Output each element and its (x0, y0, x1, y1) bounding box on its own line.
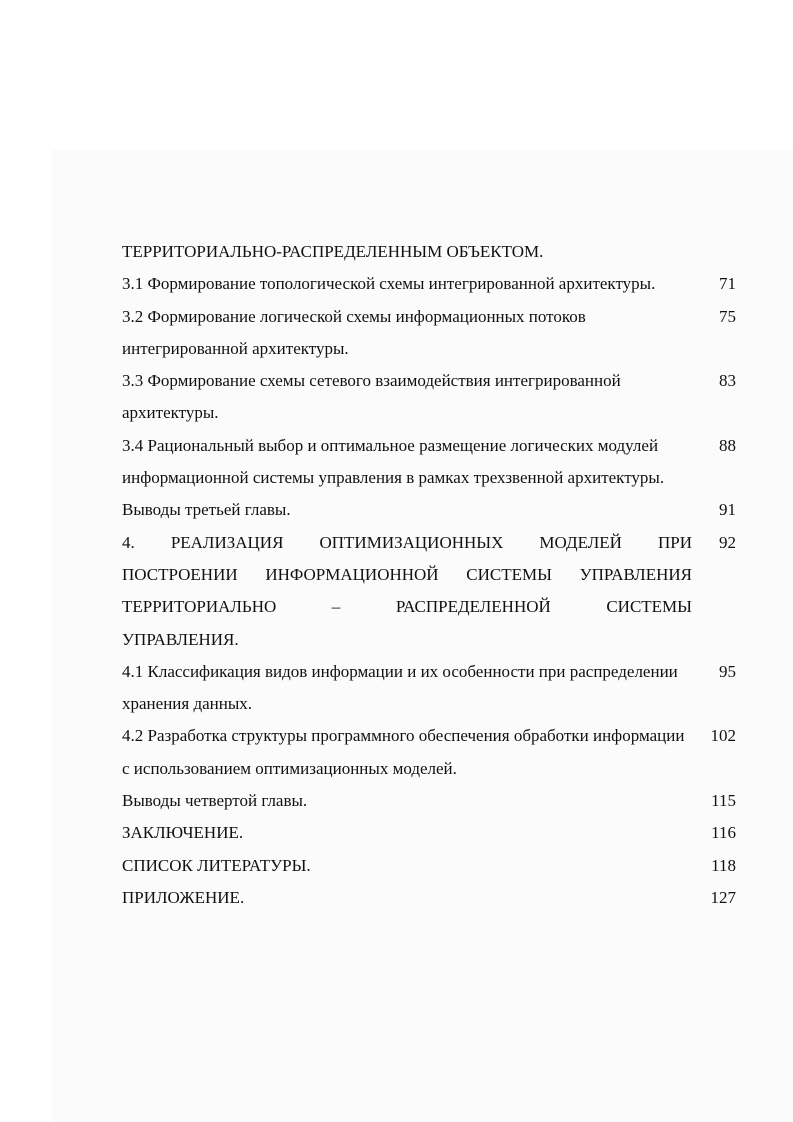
toc-entry-page: 91 (719, 500, 736, 520)
toc-entry-title-line: 4. РЕАЛИЗАЦИЯ ОПТИМИЗАЦИОННЫХ МОДЕЛЕЙ ПРИ (122, 532, 692, 552)
toc-entry-page: 127 (710, 887, 736, 907)
toc-entry-page: 88 (719, 435, 736, 455)
toc-entry-page: 116 (711, 823, 736, 843)
toc-entry-title: 3.2 Формирование логической схемы информационных потоков интегрированной архитектуры. (122, 306, 586, 358)
toc-entry-3-2[interactable] (122, 301, 742, 366)
toc-entry-conclusion[interactable] (122, 817, 742, 849)
toc-entry-3-4[interactable] (122, 430, 742, 495)
toc-entry-title: Выводы третьей главы. (122, 500, 291, 520)
toc-entry-page: 71 (719, 274, 736, 294)
toc-entry-title: 3.1 Формирование топологической схемы интегрированной архитектуры. (122, 274, 656, 294)
toc-entry-4-2[interactable] (122, 720, 742, 785)
toc-entry-chapter4[interactable] (122, 527, 742, 656)
toc-entry-title-line: ТЕРРИТОРИАЛЬНО – РАСПРЕДЕЛЕННОЙ СИСТЕМЫ (122, 597, 692, 617)
toc-entry-title: 4.2 Разработка структуры программного обеспечения обработки информации с использованием оптимизационных моделей. (122, 726, 685, 778)
toc-entry-title: ТЕРРИТОРИАЛЬНО-РАСПРЕДЕЛЕННЫМ ОБЪЕКТОМ. (122, 242, 544, 261)
toc-entry-title: 4.1 Классификация видов информации и их особенности при распределении хранения данных. (122, 661, 678, 714)
toc-entry-title: ЗАКЛЮЧЕНИЕ. (122, 823, 244, 843)
toc-entry-page: 92 (719, 532, 736, 552)
toc-entry-references[interactable] (122, 850, 742, 882)
toc-entry-page: 115 (711, 791, 736, 811)
toc-entry-title-line: ПОСТРОЕНИИ ИНФОРМАЦИОННОЙ СИСТЕМЫ УПРАВЛЕНИЯ (122, 564, 692, 584)
toc-entry-chapter3-conclusions[interactable] (122, 494, 742, 526)
toc-entry-chapter3-title-cont (122, 236, 742, 268)
toc-entry-page: 95 (719, 661, 736, 681)
toc-entry-title: ПРИЛОЖЕНИЕ. (122, 887, 245, 907)
toc-entry-title: Выводы четвертой главы. (122, 791, 308, 811)
toc-entry-chapter4-conclusions[interactable] (122, 785, 742, 817)
toc-entry-title: СПИСОК ЛИТЕРАТУРЫ. (122, 855, 311, 875)
toc-entry-title-line: УПРАВЛЕНИЯ. (122, 629, 239, 649)
toc-entry-page: 102 (710, 726, 736, 746)
toc-entry-4-1[interactable] (122, 656, 742, 721)
toc-entry-page: 83 (719, 371, 736, 391)
toc-entry-page: 118 (711, 855, 736, 875)
toc-entry-3-3[interactable] (122, 365, 742, 430)
toc-entry-title (122, 527, 692, 656)
toc-entry-appendix[interactable] (122, 882, 742, 914)
toc-entry-title: 3.4 Рациональный выбор и оптимальное размещение логических модулей информационной системы управления в рамках трехзвенной архитектуры. (122, 435, 665, 488)
toc-entry-3-1[interactable] (122, 268, 742, 300)
toc-entry-title: 3.3 Формирование схемы сетевого взаимодействия интегрированной архитектуры. (122, 371, 621, 423)
table-of-contents (122, 236, 742, 914)
toc-entry-page: 75 (719, 306, 736, 326)
